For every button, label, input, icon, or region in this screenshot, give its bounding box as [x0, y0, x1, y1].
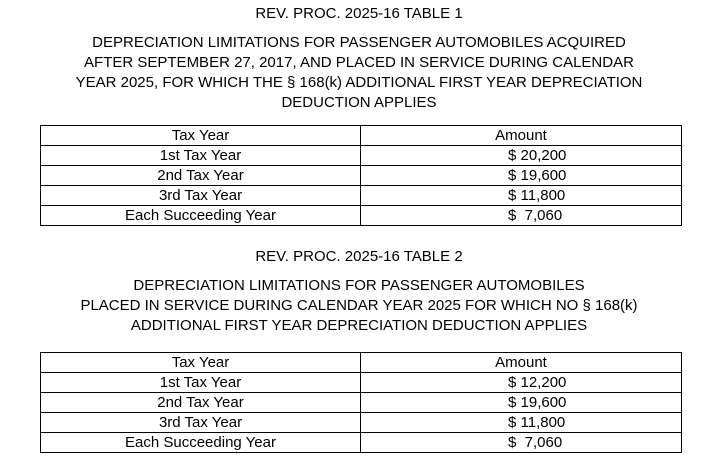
table2-heading-line: DEPRECIATION LIMITATIONS FOR PASSENGER AUTOMOBILES	[133, 277, 585, 294]
table1-heading	[0, 33, 718, 113]
table1-heading-line: AFTER SEPTEMBER 27, 2017, AND PLACED IN SERVICE DURING CALENDAR	[84, 54, 634, 71]
amount-cell	[361, 413, 682, 433]
amount-cell	[361, 393, 682, 413]
amount-cell	[361, 206, 682, 226]
amount-cell	[361, 373, 682, 393]
table-row	[41, 206, 682, 226]
column-header-amount: Amount	[361, 353, 682, 373]
table1-heading-line: YEAR 2025, FOR WHICH THE § 168(k) ADDITIONAL FIRST YEAR DEPRECIATION	[75, 74, 643, 91]
table1-title: REV. PROC. 2025-16 TABLE 1	[255, 5, 463, 22]
table-header-row	[41, 126, 682, 146]
table-row	[41, 146, 682, 166]
amount-cell	[361, 433, 682, 453]
tax-year-cell: 2nd Tax Year	[41, 393, 361, 413]
table-row	[41, 186, 682, 206]
amount-value: $ 19,600	[508, 394, 567, 411]
tax-year-cell: 2nd Tax Year	[41, 166, 361, 186]
column-header-tax-year: Tax Year	[41, 126, 361, 146]
tax-year-cell: 3rd Tax Year	[41, 186, 361, 206]
column-header-tax-year: Tax Year	[41, 353, 361, 373]
amount-value: $ 20,200	[508, 147, 567, 164]
table2-title: REV. PROC. 2025-16 TABLE 2	[255, 248, 463, 265]
amount-value: $ 11,800	[508, 187, 566, 204]
table-header-row	[41, 353, 682, 373]
table2-heading-line: PLACED IN SERVICE DURING CALENDAR YEAR 2025 FOR WHICH NO § 168(k)	[80, 297, 638, 314]
amount-value: $ 7,060	[508, 434, 563, 451]
tax-year-cell: Each Succeeding Year	[41, 433, 361, 453]
table-row	[41, 373, 682, 393]
tax-year-cell: 1st Tax Year	[41, 146, 361, 166]
table-row	[41, 393, 682, 413]
amount-cell	[361, 166, 682, 186]
table1	[40, 125, 682, 226]
tax-year-cell: 1st Tax Year	[41, 373, 361, 393]
table1-heading-line: DEDUCTION APPLIES	[281, 94, 437, 111]
amount-cell	[361, 146, 682, 166]
amount-value: $ 12,200	[508, 374, 567, 391]
tax-year-cell: 3rd Tax Year	[41, 413, 361, 433]
table2	[40, 352, 682, 453]
table1-heading-line: DEPRECIATION LIMITATIONS FOR PASSENGER AUTOMOBILES ACQUIRED	[92, 34, 626, 51]
amount-value: $ 19,600	[508, 167, 567, 184]
table-row	[41, 166, 682, 186]
column-header-amount: Amount	[361, 126, 682, 146]
table-row	[41, 433, 682, 453]
table-row	[41, 413, 682, 433]
tax-year-cell: Each Succeeding Year	[41, 206, 361, 226]
table2-heading-line: ADDITIONAL FIRST YEAR DEPRECIATION DEDUCTION APPLIES	[130, 317, 588, 334]
amount-cell	[361, 186, 682, 206]
amount-value: $ 7,060	[508, 207, 563, 224]
table2-heading	[0, 276, 718, 336]
amount-value: $ 11,800	[508, 414, 566, 431]
